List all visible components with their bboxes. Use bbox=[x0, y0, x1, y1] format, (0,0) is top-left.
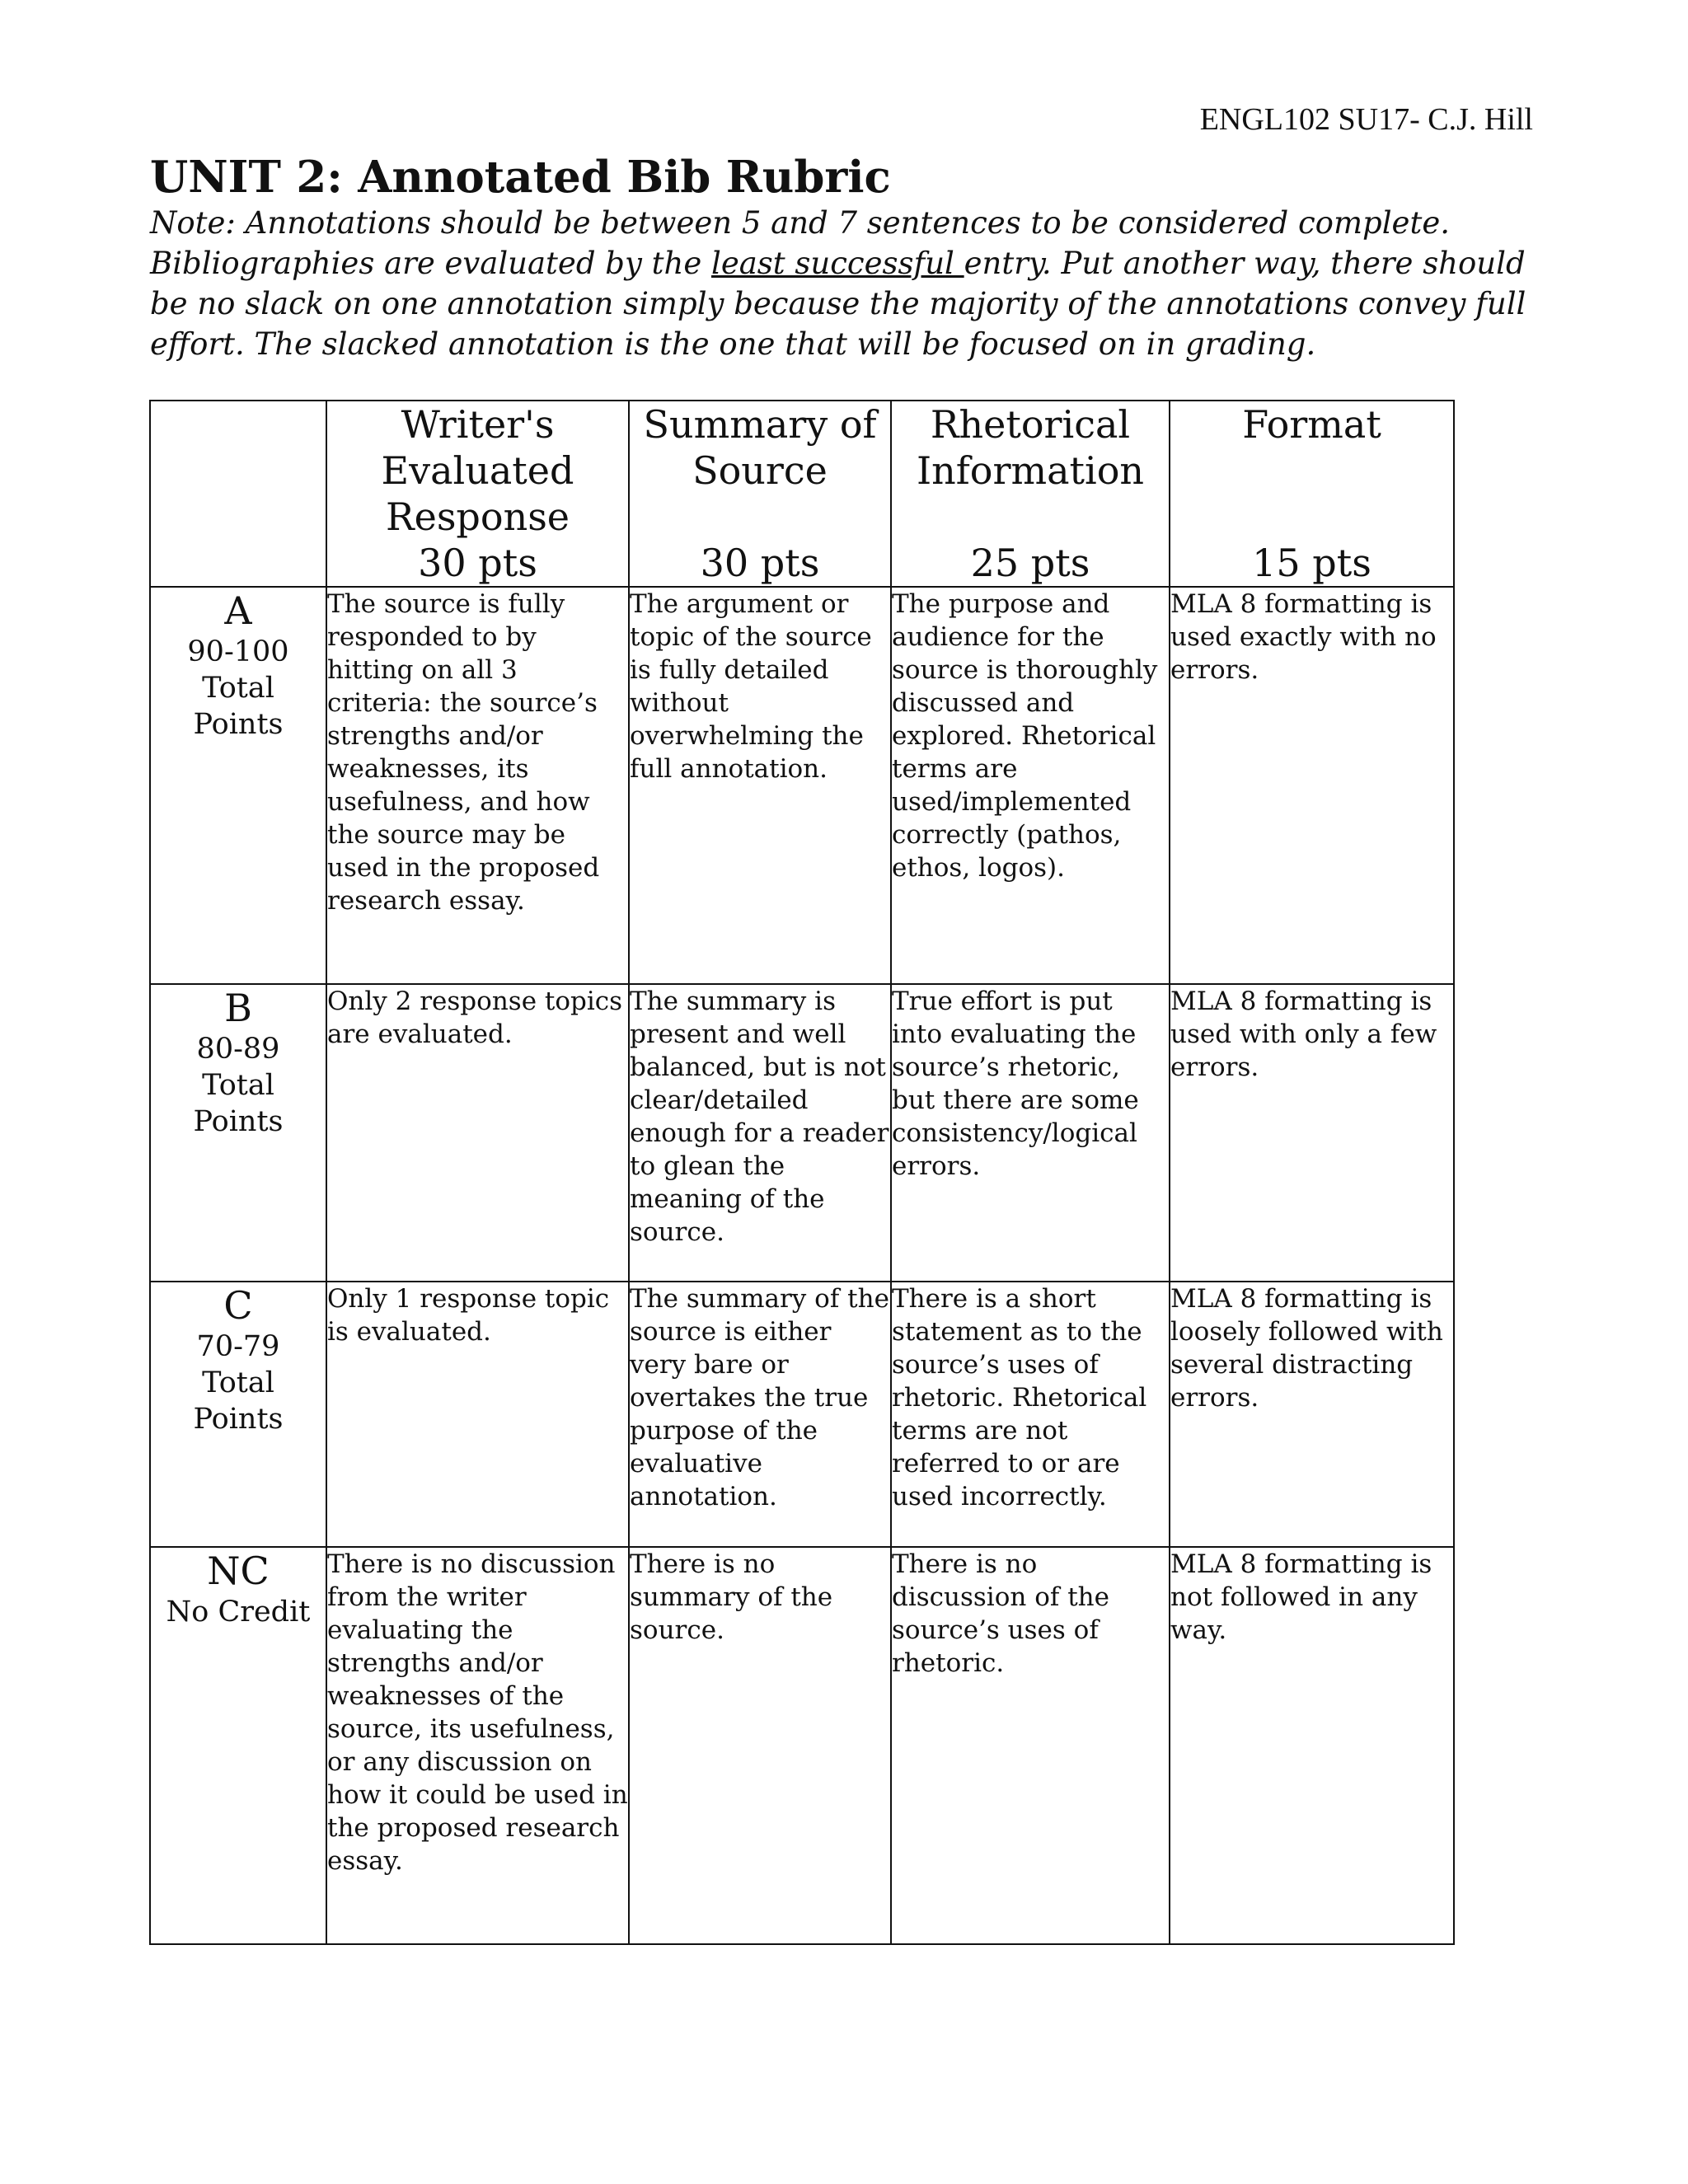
rubric-row-a bbox=[150, 587, 1454, 984]
criteria-cell-rhetorical: True effort is put into evaluating the source’s rhetoric, but there are some consistency/logical errors. bbox=[891, 984, 1170, 1282]
criteria-cell-response: Only 1 response topic is evaluated. bbox=[326, 1282, 629, 1547]
rubric-row-nc bbox=[150, 1547, 1454, 1944]
criteria-cell-response: There is no discussion from the writer evaluating the strengths and/or weaknesses of the source, its usefulness, or any discussion on how it could be used in the proposed research essay. bbox=[326, 1547, 629, 1944]
course-label: ENGL102 SU17- C.J. Hill bbox=[1199, 102, 1533, 137]
criteria-cell-response: The source is fully responded to by hitting on all 3 criteria: the source’s strengths and/or weaknesses, its usefulness, and how the source may be used in the proposed research essay. bbox=[326, 587, 629, 984]
grade-cell bbox=[150, 984, 326, 1282]
grade-range: No Credit bbox=[166, 1596, 311, 1629]
rubric-row-b bbox=[150, 984, 1454, 1282]
grade-cell bbox=[150, 587, 326, 984]
criteria-cell-format: MLA 8 formatting is used exactly with no errors. bbox=[1170, 587, 1454, 984]
criteria-cell-summary: The summary of the source is either very bare or overtakes the true purpose of the evaluative annotation. bbox=[629, 1282, 891, 1547]
criteria-cell-format: MLA 8 formatting is not followed in any way. bbox=[1170, 1547, 1454, 1944]
grade-range: 80-89 Total Points bbox=[193, 1033, 284, 1138]
grade-cell bbox=[150, 1282, 326, 1547]
column-header-rhetorical bbox=[891, 401, 1170, 587]
criteria-cell-format: MLA 8 formatting is used with only a few errors. bbox=[1170, 984, 1454, 1282]
criteria-cell-summary: There is no summary of the source. bbox=[629, 1547, 891, 1944]
column-header-format bbox=[1170, 401, 1454, 587]
column-points: 30 pts bbox=[700, 541, 820, 585]
page-title: UNIT 2: Annotated Bib Rubric bbox=[150, 152, 891, 203]
grade-letter: NC bbox=[207, 1549, 270, 1593]
note-text-part2: entry. Put another way, there should be no slack on one annotation simply because the majority of the annotations convey full effort. The slacked annotation is the one that will be focused on in grading. bbox=[150, 246, 1526, 362]
column-name: Writer's Evaluated Response bbox=[381, 402, 574, 539]
rubric-table bbox=[149, 400, 1455, 1945]
column-points: 25 pts bbox=[970, 541, 1090, 585]
column-name: Rhetorical Information bbox=[916, 402, 1145, 493]
column-name: Summary of Source bbox=[643, 402, 877, 493]
grade-letter: A bbox=[224, 588, 252, 633]
column-header-summary bbox=[629, 401, 891, 587]
grade-range: 90-100 Total Points bbox=[187, 635, 289, 741]
note-text-part1: Note: Annotations should be between 5 and 7 sentences to be considered complete. Bibliographies are evaluated by the bbox=[150, 205, 1450, 281]
criteria-cell-response: Only 2 response topics are evaluated. bbox=[326, 984, 629, 1282]
criteria-cell-rhetorical: The purpose and audience for the source is thoroughly discussed and explored. Rhetorical terms are used/implemented correctly (pathos, ethos, logos). bbox=[891, 587, 1170, 984]
criteria-cell-summary: The summary is present and well balanced, but is not clear/detailed enough for a reader to glean the meaning of the source. bbox=[629, 984, 891, 1282]
corner-cell bbox=[150, 401, 326, 587]
column-points: 30 pts bbox=[418, 541, 537, 585]
criteria-cell-rhetorical: There is no discussion of the source’s uses of rhetoric. bbox=[891, 1547, 1170, 1944]
column-header-writers-response bbox=[326, 401, 629, 587]
column-points: 15 pts bbox=[1252, 541, 1372, 585]
note-underlined-text: least successful bbox=[710, 246, 964, 281]
criteria-cell-rhetorical: There is a short statement as to the source’s uses of rhetoric. Rhetorical terms are not referred to or are used incorrectly. bbox=[891, 1282, 1170, 1547]
grade-letter: B bbox=[224, 986, 252, 1030]
grade-range: 70-79 Total Points bbox=[193, 1330, 284, 1436]
rubric-row-c bbox=[150, 1282, 1454, 1547]
grade-letter: C bbox=[223, 1283, 253, 1328]
criteria-cell-format: MLA 8 formatting is loosely followed with several distracting errors. bbox=[1170, 1282, 1454, 1547]
rubric-note bbox=[150, 203, 1551, 364]
column-name: Format bbox=[1242, 402, 1381, 447]
criteria-cell-summary: The argument or topic of the source is fully detailed without overwhelming the full annotation. bbox=[629, 587, 891, 984]
grade-cell bbox=[150, 1547, 326, 1944]
rubric-header-row bbox=[150, 401, 1454, 587]
